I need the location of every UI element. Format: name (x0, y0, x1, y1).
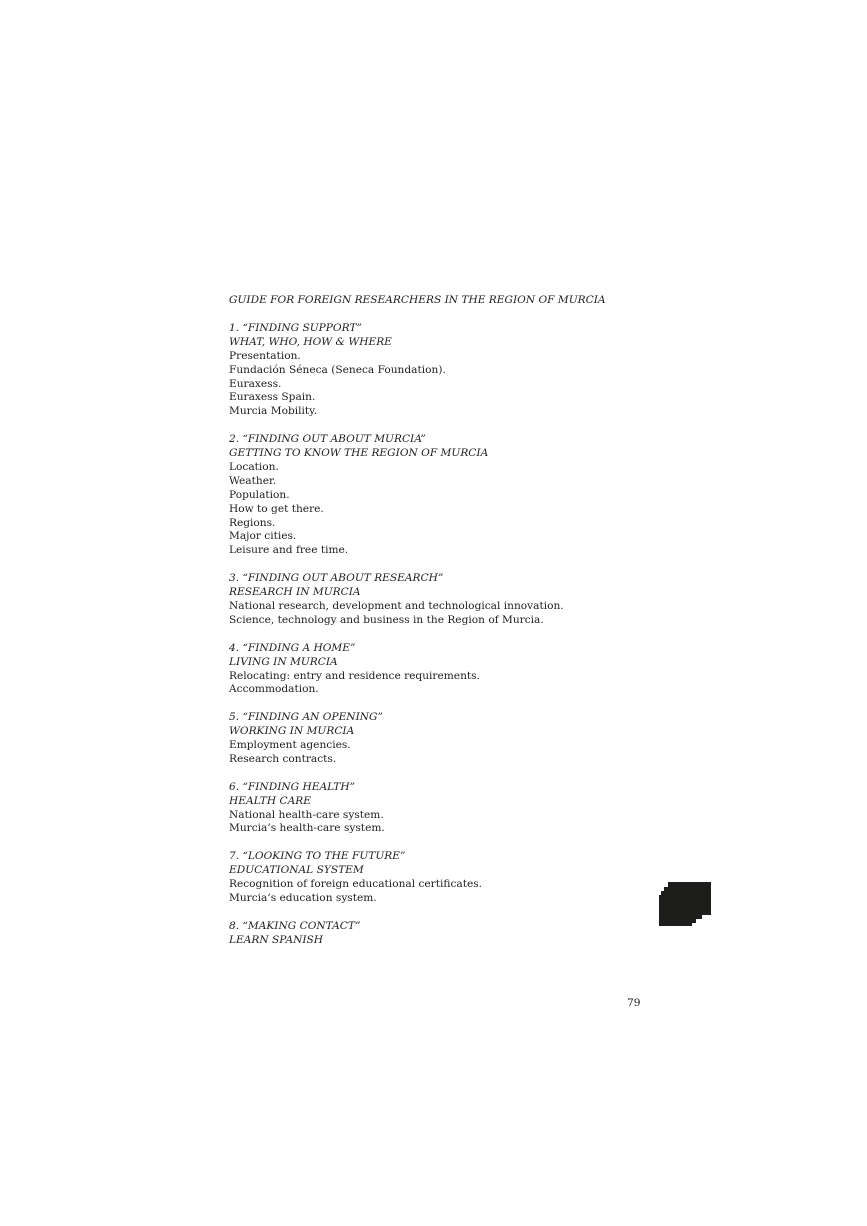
section-item: Research contracts. (229, 752, 337, 765)
toc-section (229, 781, 649, 837)
section-subheading: EDUCATIONAL SYSTEM (229, 864, 364, 877)
toc-section (229, 642, 649, 698)
toc-section (229, 433, 649, 558)
section-item: Murcia’s health-care system. (229, 822, 385, 835)
section-subheading: WHAT, WHO, HOW & WHERE (229, 335, 392, 348)
page-corner-mark (659, 882, 711, 926)
section-item: Leisure and free time. (229, 544, 349, 557)
section-item: National research, development and technological innovation. (229, 600, 564, 612)
document-title: GUIDE FOR FOREIGN RESEARCHERS IN THE REGION OF MURCIA (229, 294, 606, 306)
section-subheading: HEALTH CARE (229, 794, 311, 807)
section-item: Presentation. (229, 349, 301, 362)
section-heading: 3. “FINDING OUT ABOUT RESEARCH” (229, 572, 444, 585)
section-item: Science, technology and business in the Region of Murcia. (229, 613, 544, 626)
section-item: Euraxess Spain. (229, 391, 316, 404)
section-item: How to get there. (229, 502, 324, 515)
section-item: Accommodation. (229, 683, 319, 696)
section-subheading: WORKING IN MURCIA (229, 725, 355, 738)
section-list (229, 322, 649, 948)
section-item: Fundación Séneca (Seneca Foundation). (229, 363, 446, 376)
section-subheading: GETTING TO KNOW THE REGION OF MURCIA (229, 447, 489, 460)
section-item: Population. (229, 488, 290, 501)
section-heading: 5. “FINDING AN OPENING” (229, 711, 383, 724)
section-item: Recognition of foreign educational certificates. (229, 878, 483, 891)
section-item: National health-care system. (229, 808, 384, 821)
section-heading: 7. “LOOKING TO THE FUTURE” (229, 850, 406, 863)
section-subheading: LIVING IN MURCIA (229, 655, 338, 668)
section-heading: 2. “FINDING OUT ABOUT MURCIA” (229, 433, 426, 446)
section-item: Major cities. (229, 530, 297, 543)
section-item: Murcia’s education system. (229, 891, 377, 904)
table-of-contents (229, 294, 649, 961)
toc-section (229, 711, 649, 767)
section-heading: 1. “FINDING SUPPORT” (229, 321, 362, 334)
page-number: 79 (627, 997, 641, 1009)
toc-section (229, 850, 649, 906)
section-subheading: LEARN SPANISH (229, 933, 324, 946)
section-item: Employment agencies. (229, 739, 351, 752)
toc-section (229, 920, 649, 948)
toc-section (229, 572, 649, 628)
section-item: Euraxess. (229, 377, 282, 390)
section-item: Murcia Mobility. (229, 405, 318, 418)
section-heading: 4. “FINDING A HOME” (229, 641, 356, 654)
section-item: Location. (229, 460, 279, 473)
section-item: Relocating: entry and residence requirements. (229, 669, 480, 682)
section-item: Regions. (229, 516, 276, 529)
section-item: Weather. (229, 474, 277, 487)
section-subheading: RESEARCH IN MURCIA (229, 586, 361, 599)
section-heading: 6. “FINDING HEALTH” (229, 780, 355, 793)
section-heading: 8. “MAKING CONTACT” (229, 919, 361, 932)
toc-section (229, 322, 649, 419)
